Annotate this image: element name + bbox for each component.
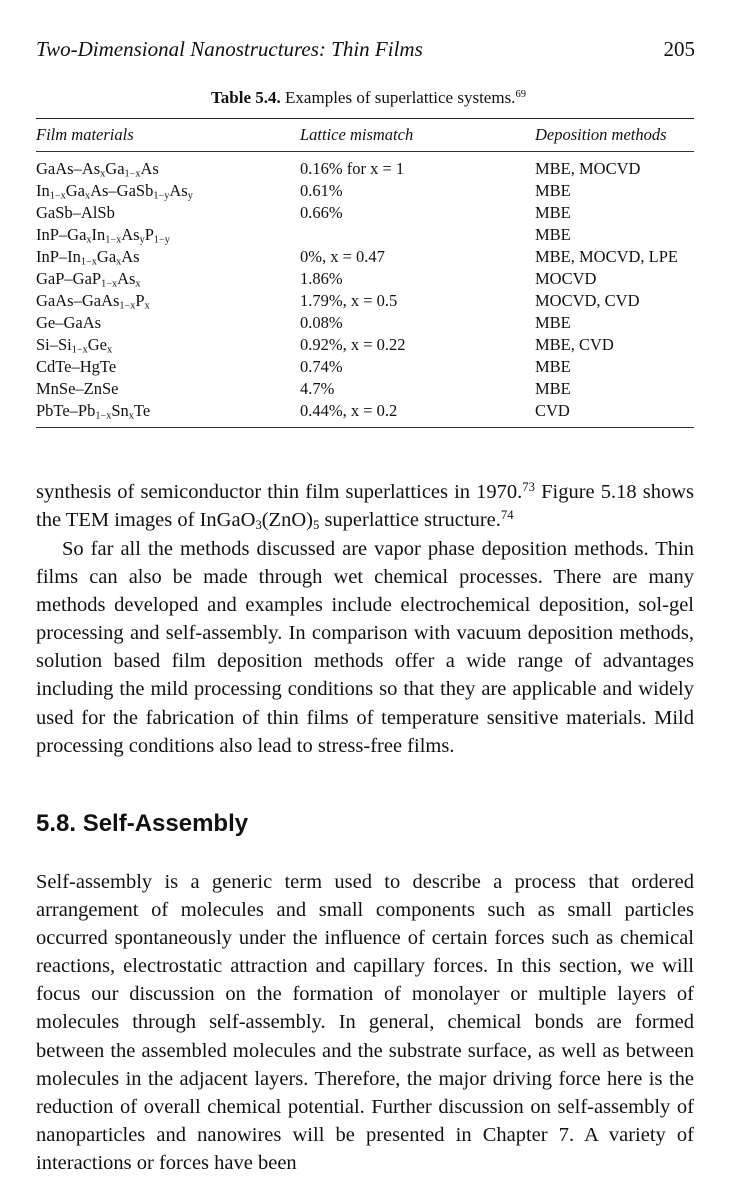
table-cell-film-material: GaSb–AlSb — [36, 203, 115, 222]
column-header-deposition-methods: Deposition methods — [535, 125, 667, 144]
table-cell-film-material: CdTe–HgTe — [36, 357, 117, 376]
section-title: Self-Assembly — [82, 810, 249, 837]
paragraph-self-assembly-text: Self-assembly is a generic term used to describe a process that ordered arrangement of molecules and small components such as small particles occurred spontaneously under the influence of certain forces such as chemical reactions, electrostatic attraction and capillary forces. In this section, we will focus our discussion on the formation of monolayer or multiple layers of molecules through self-assembly. In general, chemical bonds are formed between the assembled molecules and the substrate surface, as well as between molecules in the adjacent layers. Therefore, the major driving force here is the reduction of overall chemical potential. Further discussion on self-assembly of nanoparticles and nanowires will be presented in Chapter 7. A variety of interactions or forces have been — [36, 871, 694, 1174]
paragraph-synthesis — [36, 478, 694, 534]
table-cell-deposition-method: MBE, CVD — [535, 335, 614, 354]
table-label: Table 5.4. — [211, 88, 281, 107]
table-cell-lattice-mismatch: 0.16% for x = 1 — [300, 159, 405, 178]
column-header-lattice-mismatch: Lattice mismatch — [300, 125, 414, 144]
table-row — [36, 400, 694, 422]
table-cell-lattice-mismatch: 4.7% — [300, 379, 335, 398]
table-cell-film-material: PbTe–$Pb_{1-x}Sn_xTe$ — [36, 401, 151, 422]
table-caption-ref: 69 — [515, 89, 526, 101]
table-cell-lattice-mismatch: 0.74% — [300, 357, 343, 376]
section-heading — [36, 810, 248, 838]
table-body — [36, 152, 694, 427]
table-cell-deposition-method: MBE — [535, 357, 571, 376]
paragraph-wet-chemical-text: So far all the methods discussed are vapor phase deposition methods. Thin films can also be made through wet chemical processes. There are many methods developed and examples include electrochemical deposition, sol-gel processing and self-assembly. In comparison with vacuum deposition methods, solution based film deposition methods offer a wide range of advantages including the mild processing conditions so that they are applicable and widely used for the fabrication of thin films of temperature sensitive materials. Mild processing conditions also lead to stress-free films. — [36, 538, 694, 757]
table-cell-film-material: GaAs–$GaAs_{1-x}P_x$ — [36, 291, 150, 312]
paragraph-wet-chemical — [36, 535, 694, 760]
table-row — [36, 158, 694, 180]
table-row — [36, 378, 694, 400]
table-cell-deposition-method: MBE — [535, 379, 571, 398]
table-row — [36, 334, 694, 356]
paragraph-synthesis-text: synthesis of semiconductor thin film superlattices in 1970.73 Figure 5.18 shows the TEM images of $InGaO_3(ZnO)_5$ superlattice structure.$^{74}$ — [36, 480, 694, 533]
table-row — [36, 224, 694, 246]
table-cell-deposition-method: MBE — [535, 203, 571, 222]
table-caption — [0, 88, 737, 108]
table-cell-lattice-mismatch: 0.92%, x = 0.22 — [300, 335, 406, 354]
table-cell-film-material: InP–$Ga_xIn_{1-x}As_yP_{1-y}$ — [36, 225, 170, 246]
table-cell-film-material: MnSe–ZnSe — [36, 379, 119, 398]
table-cell-film-material: InP–$In_{1-x}Ga_xAs$ — [36, 247, 140, 268]
superlattice-table — [36, 118, 694, 428]
table-cell-deposition-method: MBE — [535, 313, 571, 332]
table-row — [36, 246, 694, 268]
table-cell-deposition-method: MOCVD, CVD — [535, 291, 640, 310]
table-row — [36, 312, 694, 334]
table-cell-deposition-method: MOCVD — [535, 269, 597, 288]
table-cell-lattice-mismatch: 0.44%, x = 0.2 — [300, 401, 398, 420]
table-cell-deposition-method: MBE, MOCVD, LPE — [535, 247, 679, 266]
table-cell-film-material: GaAs–$As_xGa_{1-x}As$ — [36, 159, 159, 180]
table-cell-lattice-mismatch: 0.61% — [300, 181, 343, 200]
table-row — [36, 356, 694, 378]
table-cell-film-material: $Si-Si_{1-x}Ge_x$ — [36, 335, 113, 356]
table-caption-text: Examples of superlattice systems. — [280, 88, 516, 107]
table-cell-lattice-mismatch: 0.66% — [300, 203, 343, 222]
table-cell-lattice-mismatch: 1.79%, x = 0.5 — [300, 291, 398, 310]
table-cell-deposition-method: CVD — [535, 401, 570, 420]
table-row — [36, 268, 694, 290]
running-title: Two-Dimensional Nanostructures: Thin Films — [36, 37, 423, 61]
running-head — [36, 37, 695, 62]
paragraph-self-assembly — [36, 868, 694, 1177]
table-cell-film-material: $In_{1-x}Ga_xAs-GaSb_{1-y}As_y$ — [36, 181, 193, 202]
table-cell-lattice-mismatch: 1.86% — [300, 269, 343, 288]
table-row — [36, 180, 694, 202]
table-row — [36, 290, 694, 312]
page-number: 205 — [663, 37, 695, 61]
section-number: 5.8. — [36, 810, 77, 837]
table-cell-lattice-mismatch: 0.08% — [300, 313, 343, 332]
column-header-film-materials: Film materials — [36, 125, 134, 144]
table-cell-deposition-method: MBE — [535, 181, 571, 200]
table-bottom-rule — [36, 427, 694, 428]
table-cell-film-material: GaP–$GaP_{1-x}As_x$ — [36, 269, 141, 290]
table-cell-deposition-method: MBE, MOCVD — [535, 159, 641, 178]
table-cell-film-material: Ge–GaAs — [36, 313, 102, 332]
table-cell-lattice-mismatch: 0%, x = 0.47 — [300, 247, 385, 266]
table-header-row — [36, 119, 694, 151]
table-cell-deposition-method: MBE — [535, 225, 571, 244]
table-row — [36, 202, 694, 224]
